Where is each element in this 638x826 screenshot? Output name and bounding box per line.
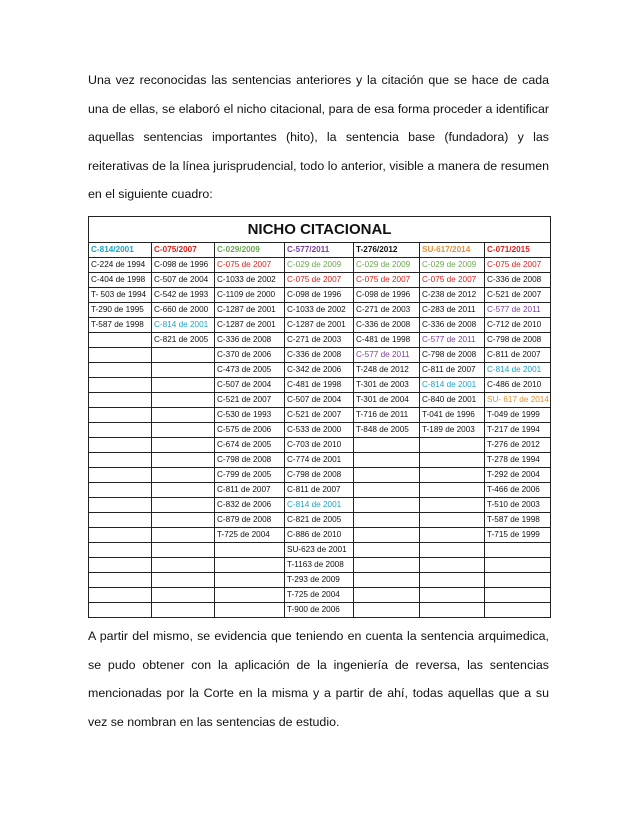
table-cell: C-1287 de 2001 [215, 303, 285, 318]
table-cell: C-577 de 2011 [354, 348, 420, 363]
table-row [89, 303, 551, 318]
table-cell: C-342 de 2006 [285, 363, 354, 378]
table-row [89, 438, 551, 453]
table-cell: C-1033 de 2002 [285, 303, 354, 318]
table-cell [215, 543, 285, 558]
table-cell: T-848 de 2005 [354, 423, 420, 438]
table-cell: C-814 de 2001 [420, 378, 485, 393]
table-cell [354, 603, 420, 618]
table-row [89, 423, 551, 438]
table-cell [89, 378, 152, 393]
table-cell: T-293 de 2009 [285, 573, 354, 588]
column-header: C-071/2015 [485, 243, 551, 258]
table-cell [89, 333, 152, 348]
table-row [89, 468, 551, 483]
table-row [89, 558, 551, 573]
table-cell: C-879 de 2008 [215, 513, 285, 528]
table-cell: T-587 de 1998 [89, 318, 152, 333]
table-cell: C-486 de 2010 [485, 378, 551, 393]
table-cell: T-725 de 2004 [215, 528, 285, 543]
table-row [89, 288, 551, 303]
table-cell [89, 543, 152, 558]
table-cell [354, 498, 420, 513]
table-row [89, 378, 551, 393]
table-cell [354, 558, 420, 573]
table-cell: T-217 de 1994 [485, 423, 551, 438]
table-cell: T-466 de 2006 [485, 483, 551, 498]
table-cell [485, 588, 551, 603]
table-cell [152, 498, 215, 513]
table-cell [89, 558, 152, 573]
table-cell [420, 603, 485, 618]
table-cell: SU-623 de 2001 [285, 543, 354, 558]
table-row [89, 528, 551, 543]
column-header: T-276/2012 [354, 243, 420, 258]
table-cell: C-075 de 2007 [485, 258, 551, 273]
table-cell: C-774 de 2001 [285, 453, 354, 468]
table-cell [152, 543, 215, 558]
table-cell: C-530 de 1993 [215, 408, 285, 423]
table-cell [485, 573, 551, 588]
table-cell [354, 513, 420, 528]
table-cell [89, 438, 152, 453]
table-cell [420, 573, 485, 588]
table-cell: C-336 de 2008 [485, 273, 551, 288]
table-title: NICHO CITACIONAL [89, 217, 551, 243]
table-cell [152, 408, 215, 423]
table-cell: T-049 de 1999 [485, 408, 551, 423]
table-cell: C-814 de 2001 [285, 498, 354, 513]
table-cell: C-521 de 2007 [285, 408, 354, 423]
table-cell [89, 573, 152, 588]
table-cell: C-674 de 2005 [215, 438, 285, 453]
table-cell: T-248 de 2012 [354, 363, 420, 378]
table-cell: C-840 de 2001 [420, 393, 485, 408]
table-cell [354, 453, 420, 468]
table-cell [215, 573, 285, 588]
table-cell: C-075 de 2007 [420, 273, 485, 288]
table-cell [152, 513, 215, 528]
table-row [89, 588, 551, 603]
table-row [89, 483, 551, 498]
table-cell [354, 588, 420, 603]
table-cell: C-811 de 2007 [485, 348, 551, 363]
table-cell: C-798 de 2008 [285, 468, 354, 483]
table-cell: C-336 de 2008 [285, 348, 354, 363]
table-cell: C-075 de 2007 [285, 273, 354, 288]
table-cell: C-481 de 1998 [285, 378, 354, 393]
table-cell [420, 483, 485, 498]
table-cell: C-821 de 2005 [152, 333, 215, 348]
table-cell: C-336 de 2008 [420, 318, 485, 333]
table-cell [485, 603, 551, 618]
table-cell [89, 423, 152, 438]
table-cell [354, 438, 420, 453]
column-header: C-577/2011 [285, 243, 354, 258]
table-cell [152, 363, 215, 378]
table-cell: T- 503 de 1994 [89, 288, 152, 303]
table-cell [152, 588, 215, 603]
table-cell: C-370 de 2006 [215, 348, 285, 363]
table-cell: C-798 de 2008 [420, 348, 485, 363]
column-header: SU-617/2014 [420, 243, 485, 258]
table-cell [152, 348, 215, 363]
table-cell: C-1287 de 2001 [215, 318, 285, 333]
table-cell: C-404 de 1998 [89, 273, 152, 288]
table-cell: C-542 de 1993 [152, 288, 215, 303]
table-cell: C-098 de 1996 [285, 288, 354, 303]
table-row [89, 258, 551, 273]
table-cell: C-238 de 2012 [420, 288, 485, 303]
table-cell: T-715 de 1999 [485, 528, 551, 543]
table-cell: C-473 de 2005 [215, 363, 285, 378]
table-cell: C-029 de 2009 [354, 258, 420, 273]
table-row [89, 393, 551, 408]
table-cell [152, 483, 215, 498]
column-header: C-814/2001 [89, 243, 152, 258]
table-cell: C-577 de 2011 [420, 333, 485, 348]
table-cell: T-301 de 2004 [354, 393, 420, 408]
table-cell [89, 513, 152, 528]
table-cell: C-481 de 1998 [354, 333, 420, 348]
table-cell: T-716 de 2011 [354, 408, 420, 423]
table-cell: C-507 de 2004 [285, 393, 354, 408]
table-row [89, 363, 551, 378]
table-cell: C-521 de 2007 [485, 288, 551, 303]
table-cell [420, 513, 485, 528]
table-cell: C-811 de 2007 [215, 483, 285, 498]
table-cell: C-814 de 2001 [152, 318, 215, 333]
table-cell: T-900 de 2006 [285, 603, 354, 618]
table-cell [420, 558, 485, 573]
table-cell: C-798 de 2008 [485, 333, 551, 348]
table-cell: T-041 de 1996 [420, 408, 485, 423]
table-cell [89, 453, 152, 468]
table-cell [89, 483, 152, 498]
table-cell: C-577 de 2011 [485, 303, 551, 318]
table-cell [354, 483, 420, 498]
table-cell: SU- 617 de 2014 [485, 393, 551, 408]
table-row [89, 453, 551, 468]
table-cell [89, 363, 152, 378]
column-header: C-029/2009 [215, 243, 285, 258]
table-cell: T-189 de 2003 [420, 423, 485, 438]
table-cell: C-1287 de 2001 [285, 318, 354, 333]
table-cell: T-278 de 1994 [485, 453, 551, 468]
table-cell: C-811 de 2007 [285, 483, 354, 498]
table-cell: C-507 de 2004 [152, 273, 215, 288]
table-cell: C-098 de 1996 [152, 258, 215, 273]
table-cell [215, 588, 285, 603]
table-cell [215, 603, 285, 618]
table-cell [354, 468, 420, 483]
table-cell [89, 528, 152, 543]
table-cell: C-1109 de 2000 [215, 288, 285, 303]
table-cell: C-075 de 2007 [354, 273, 420, 288]
table-cell: C-814 de 2001 [485, 363, 551, 378]
table-cell [89, 408, 152, 423]
table-cell [152, 423, 215, 438]
table-cell [152, 393, 215, 408]
table-cell: C-029 de 2009 [285, 258, 354, 273]
table-cell: C-029 de 2009 [420, 258, 485, 273]
table-cell: C-336 de 2008 [215, 333, 285, 348]
table-cell [89, 348, 152, 363]
table-cell: T-587 de 1998 [485, 513, 551, 528]
table-cell: C-660 de 2000 [152, 303, 215, 318]
column-header: C-075/2007 [152, 243, 215, 258]
table-cell [152, 453, 215, 468]
table-cell: C-533 de 2000 [285, 423, 354, 438]
table-cell: C-075 de 2007 [215, 258, 285, 273]
table-row [89, 408, 551, 423]
table-row [89, 543, 551, 558]
table-cell: C-798 de 2008 [215, 453, 285, 468]
table-cell: T-292 de 2004 [485, 468, 551, 483]
table-cell [420, 453, 485, 468]
nicho-citacional-table [88, 216, 551, 618]
table-row [89, 513, 551, 528]
table-cell [89, 588, 152, 603]
table-cell: C-1033 de 2002 [215, 273, 285, 288]
intro-paragraph: Una vez reconocidas las sentencias anteriores y la citación que se hace de cada una de ellas, se elaboró el nicho citacional, para de esa forma proceder a identificar aquellas sentencias importantes (hito), la sentencia base (fundadora) y las reiterativas de la línea jurisprudencial, todo lo anterior, visible a manera de resumen en el siguiente cuadro: [88, 73, 549, 202]
table-cell: T-301 de 2003 [354, 378, 420, 393]
conclusion-paragraph: A partir del mismo, se evidencia que teniendo en cuenta la sentencia arquimedica, se pudo obtener con la aplicación de la ingeniería de reversa, las sentencias mencionadas por la Corte en la misma y a partir de ahí, todas aquellas que a su vez se nombran en las sentencias de estudio. [88, 629, 549, 729]
table-cell [152, 528, 215, 543]
table-cell [420, 498, 485, 513]
table-cell: T-276 de 2012 [485, 438, 551, 453]
table-cell: C-336 de 2008 [354, 318, 420, 333]
table-header-row [89, 243, 551, 258]
table-cell: C-098 de 1996 [354, 288, 420, 303]
table-cell [354, 528, 420, 543]
table-cell [89, 603, 152, 618]
table-cell: C-507 de 2004 [215, 378, 285, 393]
table-cell: C-712 de 2010 [485, 318, 551, 333]
table-cell [89, 498, 152, 513]
table-cell [152, 603, 215, 618]
table-cell [152, 558, 215, 573]
table-cell [354, 573, 420, 588]
table-cell [420, 588, 485, 603]
table-cell [152, 573, 215, 588]
table-cell [420, 468, 485, 483]
table-cell: C-283 de 2011 [420, 303, 485, 318]
table-row [89, 333, 551, 348]
table-cell [89, 393, 152, 408]
table-cell: T-1163 de 2008 [285, 558, 354, 573]
table-row [89, 498, 551, 513]
table-cell [152, 378, 215, 393]
table-cell: T-290 de 1995 [89, 303, 152, 318]
table-cell: C-575 de 2006 [215, 423, 285, 438]
table-cell: T-725 de 2004 [285, 588, 354, 603]
table-cell: C-799 de 2005 [215, 468, 285, 483]
table-body [89, 258, 551, 618]
table-cell: C-521 de 2007 [215, 393, 285, 408]
table-cell: C-271 de 2003 [354, 303, 420, 318]
table-cell [420, 528, 485, 543]
table-cell: C-811 de 2007 [420, 363, 485, 378]
table-cell [152, 438, 215, 453]
table-cell [485, 543, 551, 558]
table-cell: C-703 de 2010 [285, 438, 354, 453]
table-row [89, 318, 551, 333]
table-cell: C-224 de 1994 [89, 258, 152, 273]
table-row [89, 603, 551, 618]
table-row [89, 348, 551, 363]
table-row [89, 573, 551, 588]
table-cell [420, 438, 485, 453]
table-cell: C-271 de 2003 [285, 333, 354, 348]
table-cell: C-821 de 2005 [285, 513, 354, 528]
citation-table-container [88, 216, 550, 618]
table-cell [420, 543, 485, 558]
table-cell: C-886 de 2010 [285, 528, 354, 543]
table-cell [152, 468, 215, 483]
table-row [89, 273, 551, 288]
table-cell [215, 558, 285, 573]
table-cell [89, 468, 152, 483]
table-cell [485, 558, 551, 573]
table-cell: T-510 de 2003 [485, 498, 551, 513]
table-cell [354, 543, 420, 558]
table-cell: C-832 de 2006 [215, 498, 285, 513]
